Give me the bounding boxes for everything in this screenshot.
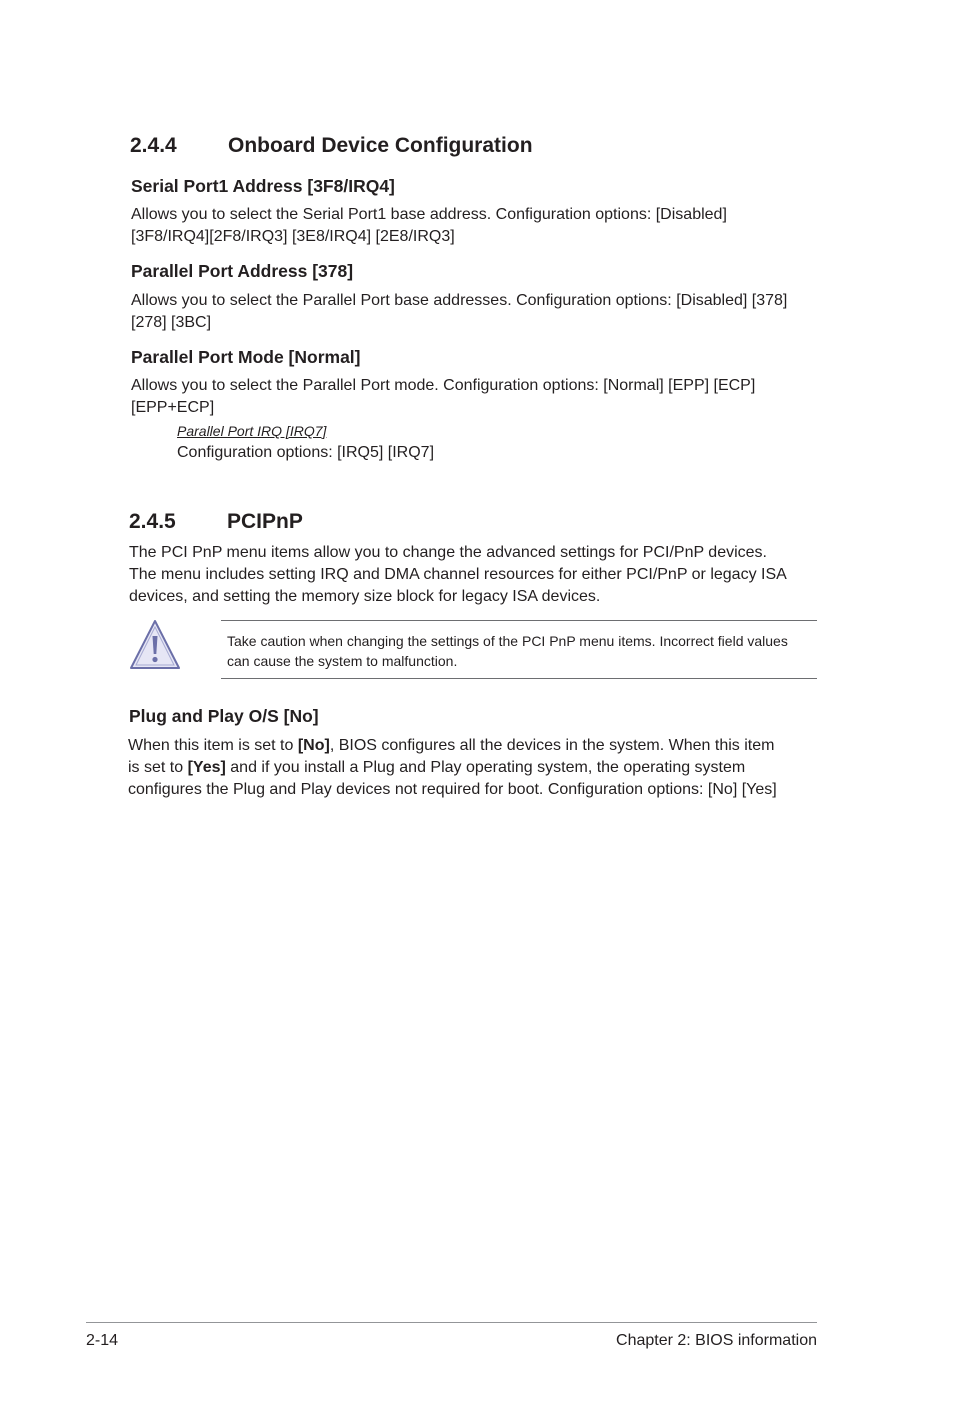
- section-number: 2.4.5: [129, 510, 176, 533]
- section-heading-2-4-4: [130, 134, 533, 158]
- parallel-mode-heading: Parallel Port Mode [Normal]: [131, 347, 361, 367]
- pnp-os-heading: Plug and Play O/S [No]: [129, 706, 319, 726]
- text-line: can cause the system to malfunction.: [227, 653, 458, 669]
- text-line: [278] [3BC]: [131, 314, 212, 331]
- text-line: [128, 735, 777, 757]
- text-line: devices, and setting the memory size block for legacy ISA devices.: [129, 588, 601, 605]
- text-line: The menu includes setting IRQ and DMA channel resources for either PCI/PnP or legacy ISA: [129, 566, 787, 583]
- parallel-irq-subheading: Parallel Port IRQ [IRQ7]: [177, 423, 327, 439]
- text-run: is set to: [128, 759, 188, 776]
- parallel-address-heading: Parallel Port Address [378]: [131, 261, 354, 281]
- text-line: The PCI PnP menu items allow you to change the advanced settings for PCI/PnP devices.: [129, 544, 767, 561]
- text-line: Allows you to select the Parallel Port mode. Configuration options: [Normal] [EPP] [ECP]: [131, 377, 756, 394]
- serial-port-heading: Serial Port1 Address [3F8/IRQ4]: [131, 176, 395, 196]
- text-line: [3F8/IRQ4][2F8/IRQ3] [3E8/IRQ4] [2E8/IRQ3]: [131, 228, 455, 245]
- text-line: Allows you to select the Parallel Port base addresses. Configuration options: [Disabled] [378]: [131, 292, 788, 309]
- note-top-rule: [221, 620, 817, 621]
- text-run: and if you install a Plug and Play operating system, the operating system: [225, 759, 746, 776]
- pcipnp-intro: [129, 542, 787, 608]
- section-number: 2.4.4: [130, 134, 177, 157]
- parallel-address-description: [131, 290, 787, 334]
- serial-port-description: [131, 204, 727, 248]
- section-title: PCIPnP: [227, 510, 303, 533]
- text-line: Take caution when changing the settings of the PCI PnP menu items. Incorrect field values: [227, 633, 788, 649]
- text-line: [128, 757, 777, 779]
- text-run: When this item is set to: [128, 737, 298, 754]
- chapter-label: Chapter 2: BIOS information: [616, 1332, 817, 1349]
- section-heading-2-4-5: [129, 510, 303, 534]
- text-line: [EPP+ECP]: [131, 399, 215, 416]
- text-run: , BIOS configures all the devices in the system. When this item: [329, 737, 775, 754]
- pnp-os-description: [128, 735, 777, 801]
- bold-option: [No]: [297, 737, 330, 754]
- page-number: 2-14: [86, 1332, 119, 1349]
- text-line: configures the Plug and Play devices not required for boot. Configuration options: [No] [Yes]: [128, 781, 777, 798]
- text-line: Allows you to select the Serial Port1 base address. Configuration options: [Disabled]: [131, 206, 727, 223]
- caution-triangle-icon: [127, 618, 183, 677]
- parallel-mode-description: [131, 375, 755, 419]
- bold-option: [Yes]: [187, 759, 226, 776]
- section-title: Onboard Device Configuration: [228, 134, 533, 157]
- note-bottom-rule: [221, 678, 817, 679]
- footer-rule: [86, 1322, 817, 1323]
- caution-text: [227, 631, 788, 671]
- parallel-irq-options: Configuration options: [IRQ5] [IRQ7]: [177, 444, 435, 461]
